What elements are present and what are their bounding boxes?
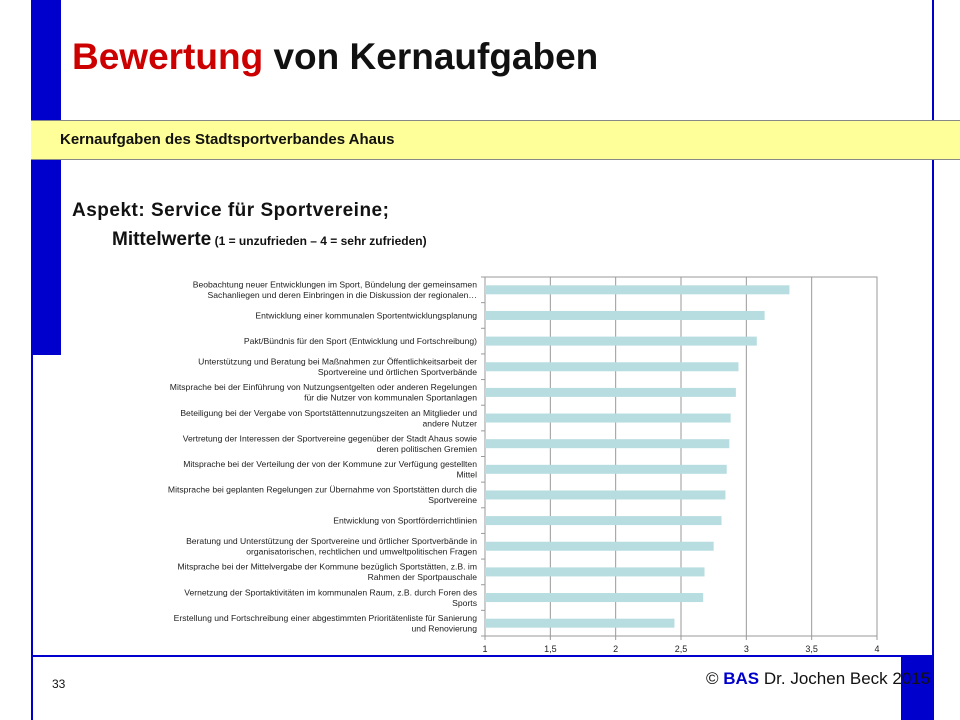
bar: [485, 567, 705, 576]
aspect-heading: Aspekt: Service für Sportvereine;: [72, 200, 390, 221]
bar: [485, 414, 731, 423]
subtitle-main: Mittelwerte: [112, 229, 212, 250]
category-label: Pakt/Bündnis für den Sport (Entwicklung und Fortschreibung): [243, 336, 477, 347]
bar: [485, 593, 703, 602]
category-label: Entwicklung einer kommunalen Sportentwicklungsplanung: [255, 310, 477, 321]
category-label: Entwicklung von Sportförderrichtlinien: [333, 515, 477, 526]
bar: [485, 337, 757, 346]
slide-title-rest: von Kernaufgaben: [263, 36, 599, 77]
bar: [485, 516, 722, 525]
x-tick-label: 1: [482, 644, 488, 654]
subtitle-scale-note: (1 = unzufrieden – 4 = sehr zufrieden): [211, 234, 427, 248]
category-label: Mitsprache bei der Einführung von Nutzungsentgelten oder anderen Regelungen für die Nutzer von kommunalen Sportanlagen: [169, 382, 477, 403]
page-number: 33: [52, 677, 66, 691]
category-label: Mitsprache bei geplanten Regelungen zur Übernahme von Sportstätten durch die Sportvereine: [167, 484, 477, 506]
category-label: Beratung und Unterstützung der Sportvereine und örtlicher Sportverbände in organisatorischen, rechtlichen und umweltpolitischen Fragen: [186, 536, 477, 557]
bar: [485, 542, 714, 551]
x-tick-label: 1,5: [544, 644, 557, 654]
bar: [485, 362, 738, 371]
bar: [485, 311, 765, 320]
bar: [485, 439, 729, 448]
x-tick-label: 2,5: [674, 644, 688, 654]
category-label: Mitsprache bei der Mittelvergabe der Kommune bezüglich Sportstätten, z.B. im Rahmen der Sportpauschale: [177, 561, 477, 583]
category-label: Beteiligung bei der Vergabe von Sportstättennutzungszeiten an Mitglieder und andere Nutzer: [180, 407, 477, 429]
bar: [485, 388, 736, 397]
bar: [485, 285, 789, 294]
x-tick-label: 3,5: [805, 644, 818, 654]
category-label: Unterstützung und Beratung bei Maßnahmen zur Öffentlichkeitsarbeit der Sportvereine und örtlichen Sportverbände: [198, 356, 477, 377]
section-banner-text: Kernaufgaben des Stadtsportverbandes Ahaus: [60, 131, 395, 148]
category-label: Mitsprache bei der Verteilung der von der Kommune zur Verfügung gestellten Mittel: [183, 459, 477, 480]
copyright-author: Dr. Jochen Beck 2015: [759, 669, 931, 688]
bar: [485, 490, 725, 499]
category-label: Vertretung der Interessen der Sportvereine gegenüber der Stadt Ahaus sowie deren politischen Gremien: [182, 433, 477, 454]
category-label: Vernetzung der Sportaktivitäten im kommunalen Raum, z.B. durch Foren des Sports: [184, 587, 477, 608]
copyright-brand: BAS: [723, 669, 760, 688]
copyright-footer: [706, 669, 930, 689]
category-label: Erstellung und Fortschreibung einer abgestimmten Prioritätenliste für Sanierung und Renovierung: [173, 612, 477, 634]
slide-title-accent: Bewertung: [72, 36, 264, 77]
x-tick-label: 4: [874, 644, 880, 654]
copyright-symbol: ©: [706, 669, 724, 688]
x-tick-label: 3: [743, 644, 749, 654]
bar: [485, 465, 727, 474]
bar: [485, 619, 674, 628]
category-label: Beobachtung neuer Entwicklungen im Sport, Bündelung der gemeinsamen Sachanliegen und deren Einbringen in die Diskussion der regionalen…: [192, 279, 477, 301]
x-tick-label: 2: [613, 644, 619, 654]
